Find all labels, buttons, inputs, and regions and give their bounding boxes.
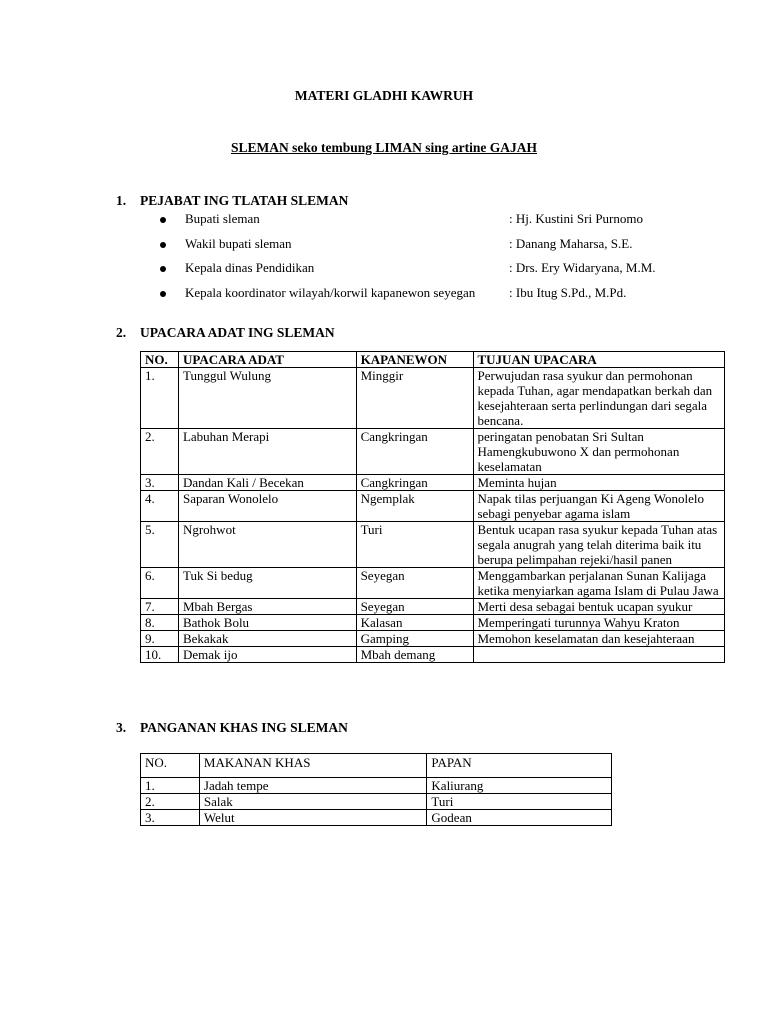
section-number: 1. [116, 193, 127, 208]
cell-upacara: Tunggul Wulung [178, 368, 356, 429]
item-label: Kepala koordinator wilayah/korwil kapanewon seyegan [185, 285, 476, 300]
item-label: Bupati sleman [185, 211, 260, 226]
cell-upacara: Demak ijo [178, 647, 356, 663]
column-header: UPACARA ADAT [178, 352, 356, 368]
table-header-row [141, 754, 612, 778]
cell-kapanewon: Cangkringan [356, 475, 473, 491]
table-row [141, 429, 725, 475]
section-number: 2. [116, 325, 127, 340]
table-row [141, 599, 725, 615]
section-2-heading [116, 325, 335, 341]
cell-upacara: Saparan Wonolelo [178, 491, 356, 522]
cell-papan: Turi [427, 794, 612, 810]
section-3-heading [116, 720, 348, 736]
cell-no: 4. [141, 491, 179, 522]
cell-tujuan: Memperingati turunnya Wahyu Kraton [473, 615, 725, 631]
item-value: : Drs. Ery Widaryana, M.M. [509, 260, 656, 275]
table-row [141, 794, 612, 810]
item-value: : Ibu Itug S.Pd., M.Pd. [509, 285, 627, 300]
cell-makanan: Salak [199, 794, 427, 810]
cell-kapanewon: Cangkringan [356, 429, 473, 475]
cell-upacara: Mbah Bergas [178, 599, 356, 615]
column-header: NO. [141, 352, 179, 368]
bullet-icon [160, 291, 166, 297]
column-header: NO. [141, 754, 200, 778]
cell-tujuan: Bentuk ucapan rasa syukur kepada Tuhan atas segala anugrah yang telah diterima baik itu berupa pelimpahan rejeki/hasil panen [473, 522, 725, 568]
cell-no: 1. [141, 368, 179, 429]
table-row [141, 631, 725, 647]
column-header: TUJUAN UPACARA [473, 352, 725, 368]
table-row [141, 475, 725, 491]
column-header: MAKANAN KHAS [199, 754, 427, 778]
cell-papan: Kaliurang [427, 778, 612, 794]
document-subtitle: SLEMAN seko tembung LIMAN sing artine GAJAH [230, 140, 538, 155]
column-header: KAPANEWON [356, 352, 473, 368]
column-header: PAPAN [427, 754, 612, 778]
item-label: Kepala dinas Pendidikan [185, 260, 315, 275]
table-row [141, 615, 725, 631]
cell-tujuan: Napak tilas perjuangan Ki Ageng Wonolelo sebagi penyebar agama islam [473, 491, 725, 522]
bullet-icon [160, 242, 166, 248]
cell-kapanewon: Mbah demang [356, 647, 473, 663]
table-row [141, 647, 725, 663]
table-header-row [141, 352, 725, 368]
list-item [160, 260, 700, 278]
cell-no: 6. [141, 568, 179, 599]
cell-tujuan: peringatan penobatan Sri Sultan Hamengkubuwono X dan permohonan keselamatan [473, 429, 725, 475]
cell-tujuan: Perwujudan rasa syukur dan permohonan kepada Tuhan, agar mendapatkan berkah dan kesejahteraan serta perlindungan dari segala bencana. [473, 368, 725, 429]
cell-no: 9. [141, 631, 179, 647]
cell-makanan: Welut [199, 810, 427, 826]
table-row [141, 810, 612, 826]
cell-no: 8. [141, 615, 179, 631]
cell-upacara: Dandan Kali / Becekan [178, 475, 356, 491]
cell-tujuan: Merti desa sebagai bentuk ucapan syukur [473, 599, 725, 615]
cell-no: 2. [141, 429, 179, 475]
cell-papan: Godean [427, 810, 612, 826]
upacara-adat-table [140, 351, 725, 663]
cell-makanan: Jadah tempe [199, 778, 427, 794]
bullet-icon [160, 266, 166, 272]
cell-no: 10. [141, 647, 179, 663]
section-number: 3. [116, 720, 127, 735]
cell-tujuan [473, 647, 725, 663]
item-value: : Danang Maharsa, S.E. [509, 236, 633, 251]
document-title: MATERI GLADHI KAWRUH [294, 88, 474, 103]
cell-kapanewon: Turi [356, 522, 473, 568]
cell-no: 3. [141, 475, 179, 491]
section-title: UPACARA ADAT ING SLEMAN [140, 325, 335, 340]
item-label: Wakil bupati sleman [185, 236, 292, 251]
cell-tujuan: Memohon keselamatan dan kesejahteraan [473, 631, 725, 647]
section-title: PANGANAN KHAS ING SLEMAN [140, 720, 348, 735]
cell-kapanewon: Minggir [356, 368, 473, 429]
table-row [141, 568, 725, 599]
list-item [160, 211, 700, 229]
cell-kapanewon: Gamping [356, 631, 473, 647]
cell-no: 1. [141, 778, 200, 794]
cell-kapanewon: Kalasan [356, 615, 473, 631]
list-item [160, 285, 700, 303]
section-1-heading [116, 193, 348, 209]
cell-no: 5. [141, 522, 179, 568]
cell-upacara: Ngrohwot [178, 522, 356, 568]
cell-no: 7. [141, 599, 179, 615]
table-row [141, 522, 725, 568]
cell-upacara: Tuk Si bedug [178, 568, 356, 599]
panganan-khas-table [140, 753, 612, 826]
section-title: PEJABAT ING TLATAH SLEMAN [140, 193, 349, 208]
cell-tujuan: Menggambarkan perjalanan Sunan Kalijaga ketika menyiarkan agama Islam di Pulau Jawa [473, 568, 725, 599]
list-item [160, 236, 700, 254]
cell-upacara: Bathok Bolu [178, 615, 356, 631]
cell-tujuan: Meminta hujan [473, 475, 725, 491]
cell-upacara: Labuhan Merapi [178, 429, 356, 475]
cell-no: 2. [141, 794, 200, 810]
table-row [141, 491, 725, 522]
table-row [141, 368, 725, 429]
cell-no: 3. [141, 810, 200, 826]
cell-upacara: Bekakak [178, 631, 356, 647]
table-row [141, 778, 612, 794]
cell-kapanewon: Seyegan [356, 568, 473, 599]
cell-kapanewon: Seyegan [356, 599, 473, 615]
item-value: : Hj. Kustini Sri Purnomo [509, 211, 643, 226]
bullet-icon [160, 217, 166, 223]
cell-kapanewon: Ngemplak [356, 491, 473, 522]
